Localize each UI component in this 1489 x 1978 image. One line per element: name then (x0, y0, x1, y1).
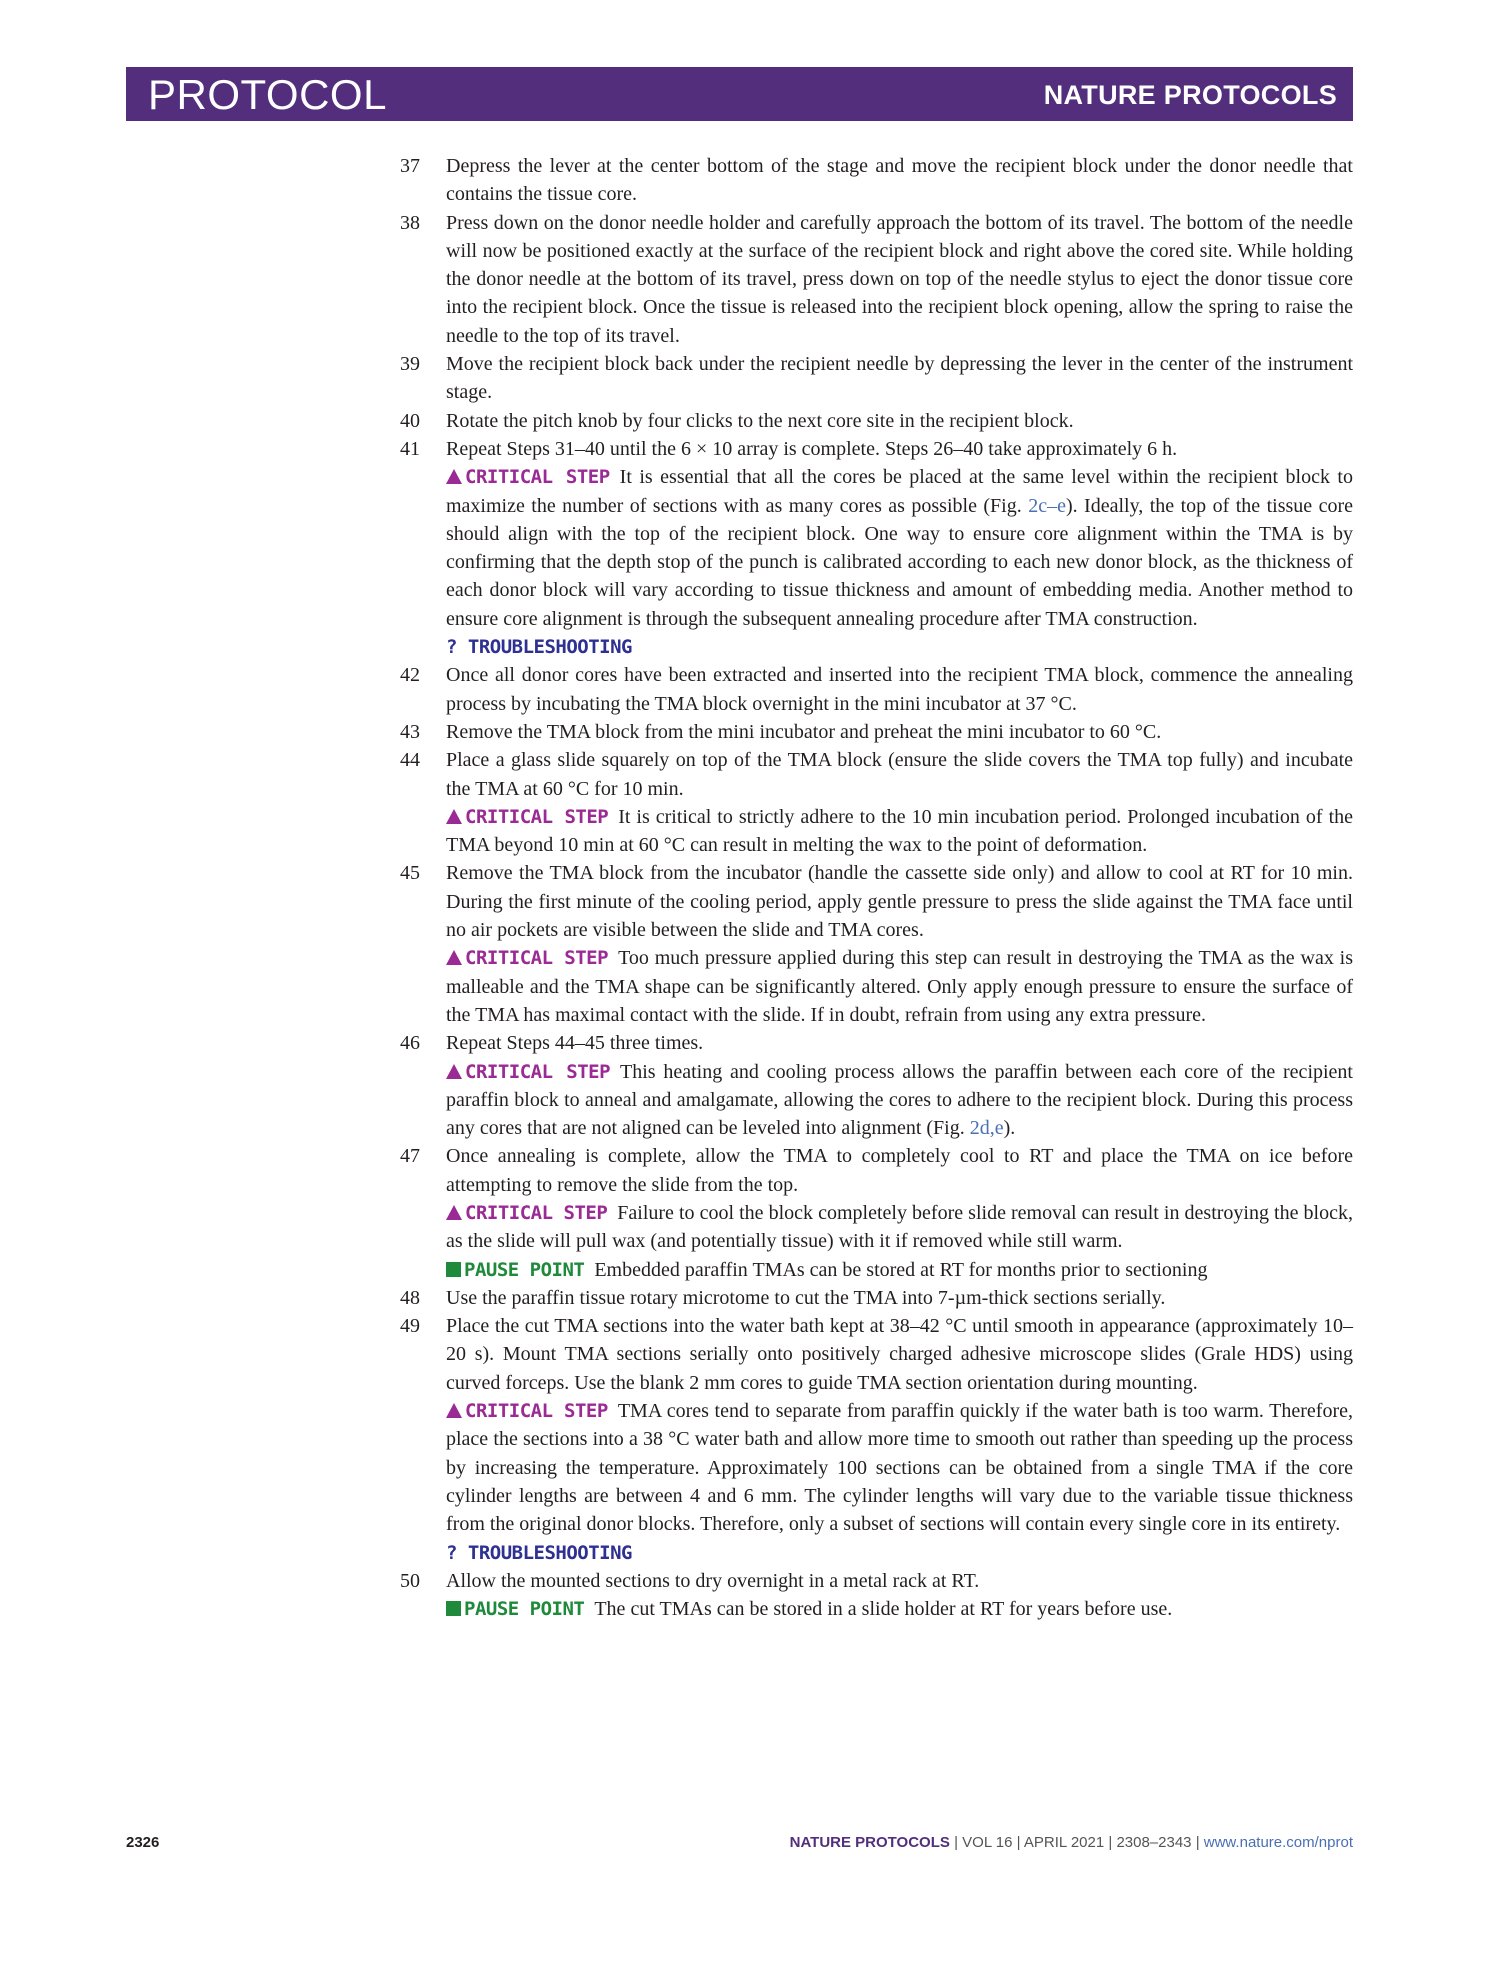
critical-step-label: CRITICAL STEP (465, 805, 609, 828)
step-number: 48 (400, 1286, 420, 1309)
separator: | (949, 1834, 963, 1851)
step-number: 40 (400, 409, 420, 432)
figure-link[interactable]: 2d,e (969, 1117, 1004, 1140)
step-number: 45 (400, 862, 420, 885)
step-number: 50 (400, 1569, 420, 1592)
note-text: It is essential that all the cores be placed at the same level within the recipient block to maximize the number of sections with as many cores as possible (Fig. (446, 466, 1353, 517)
pause-point-note (446, 1256, 1353, 1284)
step-37 (380, 152, 1353, 209)
troubleshooting-label[interactable]: ? TROUBLESHOOTING (446, 636, 632, 659)
critical-step-label: CRITICAL STEP (465, 1400, 608, 1423)
figure-link[interactable]: 2c–e (1028, 494, 1066, 517)
critical-step-label: CRITICAL STEP (465, 947, 609, 970)
journal-url[interactable]: www.nature.com/nprot (1203, 1834, 1353, 1851)
critical-step-note (446, 1199, 1353, 1256)
step-39 (380, 350, 1353, 407)
note-text: ). (1003, 1117, 1016, 1140)
step-text: Place the cut TMA sections into the water bath kept at 38–42 °C until smooth in appearance (approximately 10–20 s). Mount TMA sections serially onto positively charged adhesive microscope slides (Grale HDS) using curved forceps. Use the blank 2 mm cores to guide TMA section orientation during mounting. (446, 1315, 1353, 1394)
step-text: Once annealing is complete, allow the TMA to completely cool to RT and place the TMA on ice before attempting to remove the slide from the top. (446, 1145, 1353, 1196)
step-50 (380, 1567, 1353, 1624)
step-41 (380, 435, 1353, 661)
step-44 (380, 746, 1353, 859)
step-42 (380, 661, 1353, 718)
warning-triangle-icon (446, 469, 462, 484)
step-text: Allow the mounted sections to dry overnight in a metal rack at RT. (446, 1569, 980, 1592)
step-49 (380, 1312, 1353, 1567)
issue-date: APRIL 2021 (1023, 1834, 1105, 1851)
critical-step-label: CRITICAL STEP (465, 1201, 608, 1224)
section-label: PROTOCOL (148, 71, 387, 118)
step-text: Press down on the donor needle holder and carefully approach the bottom of its travel. The bottom of the needle will now be positioned exactly at the surface of the recipient block and right above the cored site. While holding the donor needle at the bottom of its travel, press down on top of the needle stylus to eject the donor tissue core into the recipient block. Once the tissue is released into the recipient block opening, allow the spring to raise the needle to the top of its travel. (446, 211, 1353, 347)
step-text: Repeat Steps 31–40 until the 6 × 10 array is complete. Steps 26–40 take approximately 6 h. (446, 437, 1178, 460)
step-number: 39 (400, 353, 420, 376)
page-number: 2326 (126, 1834, 160, 1851)
pause-square-icon (446, 1262, 461, 1277)
step-47 (380, 1142, 1353, 1283)
step-number: 37 (400, 155, 420, 177)
separator: | (1012, 1834, 1024, 1851)
page-header (126, 67, 1353, 121)
journal-label: NATURE PROTOCOLS (1043, 80, 1337, 110)
step-number: 49 (400, 1315, 420, 1338)
note-text: It is critical to strictly adhere to the 10 min incubation period. Prolonged incubation of the TMA beyond 10 min at 60 °C can result in melting the wax to the point of deformation. (446, 805, 1353, 857)
step-text: Repeat Steps 44–45 three times. (446, 1032, 704, 1055)
separator: | (1104, 1834, 1117, 1851)
warning-triangle-icon (446, 809, 462, 824)
step-number: 46 (400, 1032, 420, 1055)
step-text: Remove the TMA block from the incubator (handle the cassette side only) and allow to cool at RT for 10 min. During the first minute of the cooling period, apply gentle pressure to press the slide against the TMA face until no air pockets are visible between the slide and TMA cores. (446, 862, 1353, 942)
note-text: TMA cores tend to separate from paraffin quickly if the water bath is too warm. Therefore, place the sections into a 38 °C water bath and allow more time to smooth out rather than speeding up the process by increasing the temperature. Approximately 100 sections can be obtained from a single TMA if the core cylinder lengths are between 4 and 6 mm. The cylinder lengths will vary due to the variable tissue thickness from the original donor blocks. Therefore, only a subset of sections will contain every single core in its entirety. (446, 1400, 1353, 1536)
pause-point-label: PAUSE POINT (464, 1598, 585, 1621)
citation (790, 1834, 1353, 1851)
step-40 (380, 407, 1353, 435)
page-footer (126, 1834, 1353, 1858)
critical-step-label: CRITICAL STEP (465, 1060, 611, 1083)
note-text: Failure to cool the block completely before slide removal can result in destroying the block, as the slide will pull wax (and potentially tissue) with it if removed while still warm. (446, 1201, 1353, 1253)
troubleshooting-label[interactable]: ? TROUBLESHOOTING (446, 1541, 632, 1564)
step-38 (380, 209, 1353, 350)
step-43 (380, 718, 1353, 746)
critical-step-note (446, 1058, 1353, 1143)
step-number: 43 (400, 720, 420, 743)
warning-triangle-icon (446, 1205, 462, 1220)
step-text: Once all donor cores have been extracted and inserted into the recipient TMA block, commence the annealing process by incubating the TMA block overnight in the mini incubator at 37 °C. (446, 664, 1353, 715)
step-text: Depress the lever at the center bottom of the stage and move the recipient block under the donor needle that contains the tissue core. (446, 155, 1353, 206)
critical-step-note (446, 1397, 1353, 1538)
critical-step-note (446, 803, 1353, 860)
pause-point-note (446, 1595, 1353, 1623)
step-number: 42 (400, 664, 420, 687)
separator: | (1191, 1834, 1204, 1851)
page-range: 2308–2343 (1116, 1834, 1192, 1851)
critical-step-note (446, 944, 1353, 1029)
step-text: Place a glass slide squarely on top of the TMA block (ensure the slide covers the TMA top fully) and incubate the TMA at 60 °C for 10 min. (446, 749, 1353, 800)
step-number: 38 (400, 211, 420, 234)
step-46 (380, 1029, 1353, 1142)
step-48 (380, 1284, 1353, 1312)
warning-triangle-icon (446, 950, 462, 965)
step-number: 44 (400, 749, 420, 772)
note-text: Too much pressure applied during this step can result in destroying the TMA as the wax is malleable and the TMA shape can be significantly altered. Only apply enough pressure to ensure the surface of the TMA has maximal contact with the slide. If in doubt, refrain from using any extra pressure. (446, 947, 1353, 1026)
journal-name: NATURE PROTOCOLS (789, 1834, 950, 1851)
step-number: 47 (400, 1145, 420, 1168)
step-number: 41 (400, 437, 420, 460)
critical-step-label: CRITICAL STEP (465, 466, 610, 489)
note-text: Embedded paraffin TMAs can be stored at RT for months prior to sectioning (594, 1258, 1208, 1281)
step-text: Rotate the pitch knob by four clicks to the next core site in the recipient block. (446, 409, 1074, 432)
note-text: The cut TMAs can be stored in a slide holder at RT for years before use. (594, 1598, 1173, 1621)
note-text: ). Ideally, the top of the tissue core should align with the top of the recipient block. One way to ensure core alignment within the TMA is by confirming that the depth stop of the punch is calibrated according to each new donor block, as the thickness of each donor block will vary according to tissue thickness and amount of embedding media. Another method to ensure core alignment is through the subsequent annealing procedure after TMA construction. (446, 494, 1353, 630)
note-text: This heating and cooling process allows the paraffin between each core of the recipient paraffin block to anneal and amalgamate, allowing the cores to adhere to the recipient block. During this process any cores that are not aligned can be leveled into alignment (Fig. (446, 1060, 1353, 1140)
warning-triangle-icon (446, 1064, 462, 1079)
step-45 (380, 859, 1353, 1029)
step-text: Move the recipient block back under the recipient needle by depressing the lever in the center of the instrument stage. (446, 353, 1353, 404)
procedure-steps (380, 152, 1353, 1623)
pause-square-icon (446, 1601, 461, 1616)
critical-step-note (446, 463, 1353, 633)
volume: VOL 16 (962, 1834, 1013, 1851)
step-text: Use the paraffin tissue rotary microtome to cut the TMA into 7-µm-thick sections serially. (446, 1286, 1166, 1309)
warning-triangle-icon (446, 1403, 462, 1418)
step-text: Remove the TMA block from the mini incubator and preheat the mini incubator to 60 °C. (446, 720, 1162, 743)
pause-point-label: PAUSE POINT (464, 1258, 585, 1281)
